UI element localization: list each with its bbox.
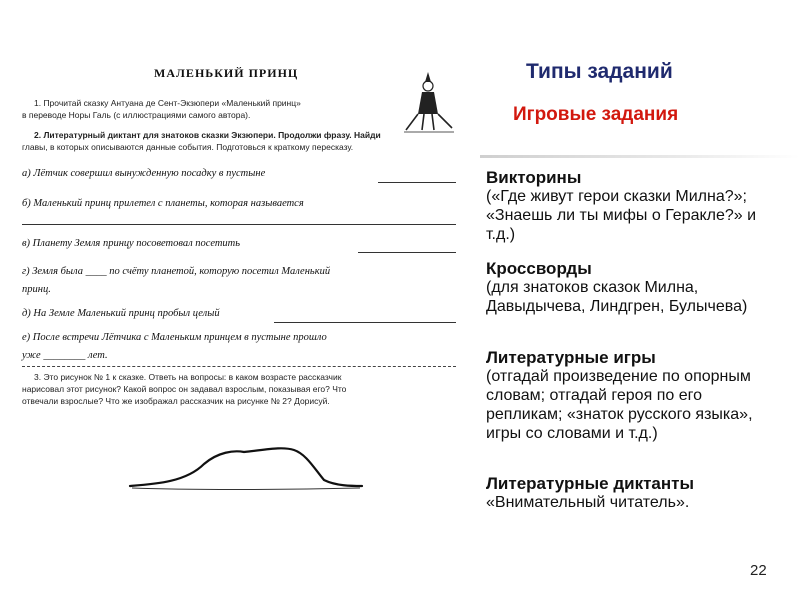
answer-line-a [378,182,456,183]
task-3-line-2: нарисовал этот рисунок? Какой вопрос он задавал взрослым, показывая его? Что [22,384,347,394]
item-literary-games [486,348,778,443]
dictation-a: а) Лётчик совершил вынужденную посадку в пустыне [22,168,266,179]
worksheet-scan [6,54,476,524]
item-quizzes-title: Викторины [486,168,582,187]
dictation-b: б) Маленький принц прилетел с планеты, которая называется [22,198,304,209]
item-quizzes [486,168,778,244]
dictation-e: д) На Земле Маленький принц пробыл целый [22,308,220,319]
worksheet-title: МАЛЕНЬКИЙ ПРИНЦ [154,66,299,80]
task-3-line-3: отвечали взрослые? Что же изображал рассказчик на рисунке № 2? Дорисуй. [22,396,330,406]
task-2-line-2: главы, в которых описываются данные события. Подготовься к краткому пересказу. [22,142,354,152]
dictation-f-cont: уже ________ лет. [22,350,108,361]
dictation-d: г) Земля была ____ по счёту планетой, которую посетил Маленький [22,266,331,277]
little-prince-figure [398,68,458,136]
slide-subheading: Игровые задания [513,104,679,125]
item-crosswords-title: Кроссворды [486,259,592,278]
item-quizzes-text: («Где живут герои сказки Милна?»; «Знаешь ли ты мифы о Геракле?» и т.д.) [486,188,757,243]
task-2-line-1: 2. Литературный диктант для знатоков сказки Экзюпери. Продолжи фразу. Найди [34,130,381,140]
divider-line [480,155,800,158]
boa-hat-drawing [126,424,366,504]
item-literary-games-title: Литературные игры [486,348,656,367]
dictation-f: е) После встречи Лётчика с Маленьким принцем в пустыне прошло [22,332,327,343]
slide-content [480,0,800,600]
item-dictations [486,474,778,512]
item-crosswords [486,259,778,316]
slide-heading: Типы заданий [526,60,673,83]
dictation-d-cont: принц. [22,284,51,295]
task-1-line-2: в переводе Норы Галь (с иллюстрациями самого автора). [22,110,251,120]
answer-line-b [22,224,456,225]
answer-line-e [274,322,456,323]
item-dictations-text: «Внимательный читатель». [486,494,690,511]
item-crosswords-text: (для знатоков сказок Милна, Давыдычева, Линдгрен, Булычева) [486,279,748,315]
task-3-line-1: 3. Это рисунок № 1 к сказке. Ответь на вопросы: в каком возрасте рассказчик [34,372,342,382]
separator-dashed [22,366,456,367]
page-number: 22 [750,562,767,579]
dictation-c: в) Планету Земля принцу посоветовал посетить [22,238,241,249]
task-1-line-1: 1. Прочитай сказку Антуана де Сент-Экзюпери «Маленький принц» [34,98,301,108]
item-dictations-title: Литературные диктанты [486,474,694,493]
answer-line-c [358,252,456,253]
item-literary-games-text: (отгадай произведение по опорным словам; отгадай героя по его репликам; «знаток русского языка», игры со словами и т.д.) [486,368,753,442]
